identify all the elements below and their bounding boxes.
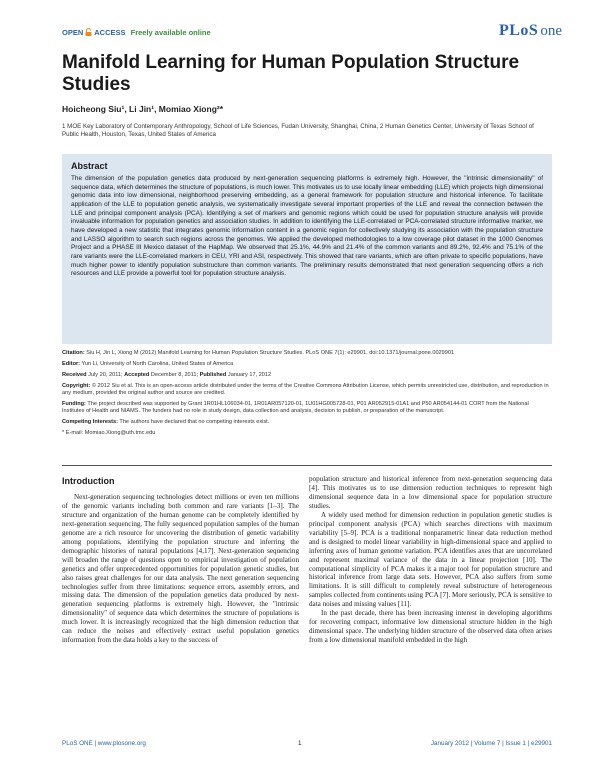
article-title: Manifold Learning for Human Population Structure Studies <box>62 52 520 95</box>
citation-text: Siu H, Jin L, Xiong M (2012) Manifold Learning for Human Population Structure Studies. PLoS ONE 7(1): e29901. doi:10.1371/journal.pone.0029901 <box>86 350 455 356</box>
intro-paragraph-3: In the past decade, there has been increasing interest in developing algorithms for recovering compact, informative low dimensional structure hidden in the high dimensional space. The underlying hidden structure of the observed data often arises from a low dimensional manifold embedded in the high <box>309 609 552 645</box>
accepted-label: Accepted <box>124 371 150 378</box>
open-access-label <box>62 28 211 37</box>
introduction-heading: Introduction <box>62 476 115 486</box>
copyright-label: Copyright: <box>62 382 91 389</box>
competing-label: Competing Interests: <box>62 419 118 426</box>
citation-label: Citation: <box>62 350 85 356</box>
intro-paragraph-2: A widely used method for dimension reduction in population genetic studies is principal component analysis (PCA) which searches directions with maximum variability [5–9]. PCA is a traditional nonparametric linear data reduction method and is designed to model linear variability in high-dimensional space and applied to inferring axes of human genome variation. PCA identifies axes that are uncorrelated and represent maximal variance of the data in a linear projection [10]. The computational simplicity of PCA makes it a major tool for population structure and historical inference from large data sets. However, PCA also suffers from some limitations. It is still difficult to completely reveal substructure of heterogeneous samples collected from continents using PCA [7]. More seriously, PCA is sensitive to data noises and missing values [11]. <box>309 510 552 609</box>
body-column-right <box>309 475 552 645</box>
article-metadata <box>62 350 552 441</box>
editor-label: Editor: <box>62 360 81 367</box>
received-label: Received <box>62 371 87 378</box>
copyright <box>62 383 552 398</box>
intro-paragraph-1: Next-generation sequencing technologies detect millions or even ten millions of the genomic variants including both common and rare variants [1–3]. The structure and organization of the human genome can be completely identified by next-generation sequencing. The fully sequenced population samples of the human genome are a rich resource for uncovering the distribution of genetic variability among populations, identifying the population structure and inferring the demographic histories of natural populations [4,17]. Next-generation sequencing will broaden the range of questions open to empirical investigation of population genetics and offer unprecedented opportunities for population genetic studies, but also raises great challenges for our data analysis. The next generation sequencing technologies suffer from three limitations: sequence errors, assembly errors, and missing data. The dimension of the population genetics data produced by next-generation sequencing platforms is extremely high. However, the "intrinsic dimensionality" of sequence data which determines the structure of populations is much lower. It is increasingly recognized that the high dimension reduction that can reduce the noises and effectively extract useful population genetics information from the data holds a key to the success of <box>62 493 299 645</box>
logo-one: one <box>540 23 562 39</box>
footer-issue: January 2012 | Volume 7 | Issue 1 | e29901 <box>430 740 552 747</box>
freely-available-label: Freely available online <box>130 28 211 37</box>
author-list: Hoicheong Siu¹, Li Jin¹, Momiao Xiong²* <box>62 104 224 114</box>
copyright-text: © 2012 Siu et al. This is an open-access article distributed under the terms of the Creative Commons Attribution License, which permits unrestricted use, distribution, and reproduction in any medium, provided the original author and source are credited. <box>62 382 549 396</box>
abstract-box <box>62 154 552 344</box>
editor <box>62 361 552 368</box>
dates <box>62 372 552 379</box>
intro-paragraph-continued: population structure and historical inference from next-generation sequencing data [4]. This motivates us to use dimension reduction techniques to represent high dimensional sequence data in a low dimensional space for population structure studies. <box>309 475 552 510</box>
email-contact: * E-mail: Momiao.Xiong@uth.tmc.edu <box>62 429 156 436</box>
affiliations: 1 MOE Key Laboratory of Contemporary Anthropology, School of Life Sciences, Fudan University, Shanghai, China, 2 Human Genetics Center, University of Texas School of Public Health, Houston, Texas, United States of America <box>62 123 534 139</box>
citation <box>62 350 552 357</box>
page-number: 1 <box>298 740 302 747</box>
published-label: Published <box>199 371 227 378</box>
received-date: July 20, 2011; <box>88 371 123 378</box>
competing-interests <box>62 419 552 426</box>
editor-text: Yun Li, University of North Carolina, United States of America <box>81 360 234 367</box>
section-divider <box>62 465 552 466</box>
footer-journal: PLoS ONE | www.plosone.org <box>62 740 146 747</box>
plos-one-logo <box>499 22 562 40</box>
competing-text: The authors have declared that no competing interests exist. <box>119 419 270 426</box>
abstract-text: The dimension of the population genetics data produced by next-generation sequencing platforms is extremely high. However, the "intrinsic dimensionality" of sequence data, which determines the structure of populations, is much lower. This motivates us to use locally linear embedding (LLE) which projects high dimensional genomic data into low dimensional, neighborhood preserving embedding, as a general framework for population structure and historical inference. To facilitate application of the LLE to population genetic analysis, we systematically investigate several important properties of the LLE and reveal the connection between the LLE and principal component analysis (PCA). Identifying a set of markers and genomic regions which could be used for population structure analysis will provide invaluable information for population genetics and association studies. In addition to identifying the LLE-correlated or PCA-correlated structure informative marker, we have developed a new statistic that integrates genomic information content in a genomic region for collectively studying its association with the population structure and LASSO algorithm to search such regions across the genomes. We applied the developed methodologies to a low coverage pilot dataset in the 1000 Genomes Project and a PHASE III Mexico dataset of the HapMap. We observed that 25.1%, 44.9% and 21.4% of the common variants and 89.2%, 92.4% and 75.1% of the rare variants were the LLE-correlated markers in CEU, YRI and ASI, respectively. This showed that rare variants, which are often private to specific populations, have much higher power to identify population substructure than common variants. The preliminary results demonstrated that next generation sequencing offers a rich resources and LLE provide a powerful tool for population structure analysis. <box>71 175 543 278</box>
logo-plos: PLoS <box>498 22 539 39</box>
published-date: January 17, 2012 <box>227 371 272 378</box>
abstract-heading: Abstract <box>71 161 108 171</box>
funding-text: The project described was supported by Grant 1R01HL106034-01, 1R01AR057120-01, 1U01HG005728-01, P01 AR052915-01A1 and P50 AR054144-01 CORT from the National Institutes of Health and NIAMS. The funders had no role in study design, data collection and analysis, decision to publish, or preparation of the manuscript. <box>62 400 529 415</box>
funding <box>62 401 552 416</box>
open-lock-icon <box>85 28 92 36</box>
accepted-date: December 8, 2011; <box>150 371 199 378</box>
open-word: OPEN <box>62 28 84 37</box>
body-column-left <box>62 493 299 645</box>
access-word: ACCESS <box>94 28 126 37</box>
funding-label: Funding: <box>62 400 86 407</box>
journal-header <box>62 22 562 44</box>
